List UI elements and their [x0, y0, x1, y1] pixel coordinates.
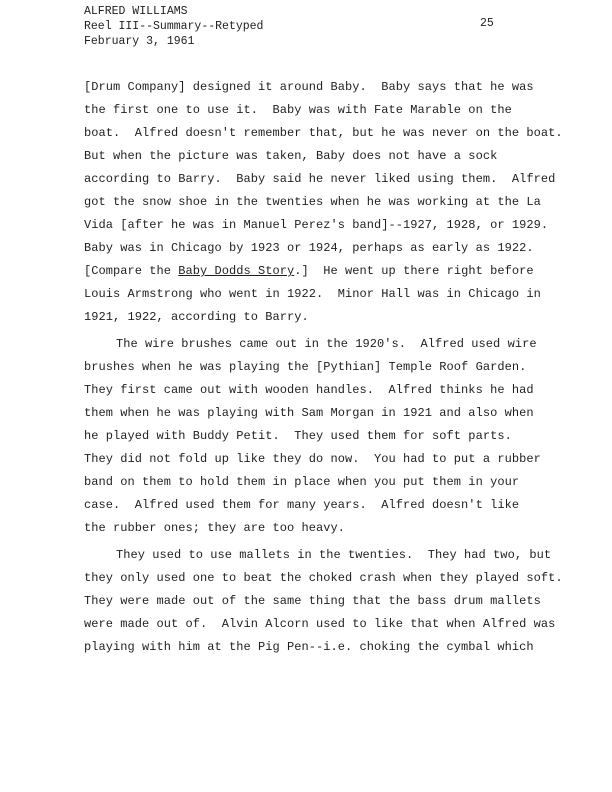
text-line: case. Alfred used them for many years. Alfred doesn't like	[84, 498, 520, 512]
text-line: were made out of. Alvin Alcorn used to like that when Alfred was	[84, 617, 556, 631]
text-line: 1921, 1922, according to Barry.	[84, 310, 309, 324]
text-line: band on them to hold them in place when you put them in your	[84, 475, 520, 489]
text-line: They were made out of the same thing that the bass drum mallets	[84, 594, 541, 608]
text-line: the first one to use it. Baby was with Fate Marable on the	[84, 103, 512, 117]
page-number: 25	[480, 17, 494, 30]
paragraph-start-line: The wire brushes came out in the 1920's. Alfred used wire	[116, 337, 537, 351]
text-line: Vida [after he was in Manuel Perez's band]--1927, 1928, or 1929.	[84, 218, 549, 232]
text-line: they only used one to beat the choked crash when they played soft.	[84, 571, 563, 585]
text-line: They did not fold up like they do now. You had to put a rubber	[84, 452, 541, 466]
text-line: boat. Alfred doesn't remember that, but he was never on the boat.	[84, 126, 563, 140]
text-segment: [Compare the	[84, 264, 179, 278]
text-line: he played with Buddy Petit. They used them for soft parts.	[84, 429, 512, 443]
document-header	[84, 4, 263, 49]
reel-info: Reel III--Summary--Retyped	[84, 20, 264, 33]
text-line: But when the picture was taken, Baby does not have a sock	[84, 149, 498, 163]
text-line: brushes when he was playing the [Pythian] Temple Roof Garden.	[84, 360, 527, 374]
text-line: them when he was playing with Sam Morgan in 1921 and also when	[84, 406, 534, 420]
text-line: playing with him at the Pig Pen--i.e. choking the cymbal which	[84, 640, 534, 654]
text-line: [Drum Company] designed it around Baby. Baby says that he was	[84, 80, 534, 94]
book-title: Baby Dodds Story	[178, 264, 295, 278]
transcript-body	[84, 76, 584, 659]
text-line-with-title	[84, 260, 584, 283]
text-line: They first came out with wooden handles. Alfred thinks he had	[84, 383, 534, 397]
text-line: got the snow shoe in the twenties when he was working at the La	[84, 195, 541, 209]
interviewee-name: ALFRED WILLIAMS	[84, 5, 188, 18]
text-line: the rubber ones; they are too heavy.	[84, 521, 346, 535]
text-segment: .] He went up there right before	[294, 264, 534, 278]
interview-date: February 3, 1961	[84, 35, 195, 48]
paragraph-start-line: They used to use mallets in the twenties. They had two, but	[116, 548, 552, 562]
text-line: Baby was in Chicago by 1923 or 1924, perhaps as early as 1922.	[84, 241, 534, 255]
text-line: Louis Armstrong who went in 1922. Minor Hall was in Chicago in	[84, 287, 541, 301]
text-line: according to Barry. Baby said he never liked using them. Alfred	[84, 172, 556, 186]
